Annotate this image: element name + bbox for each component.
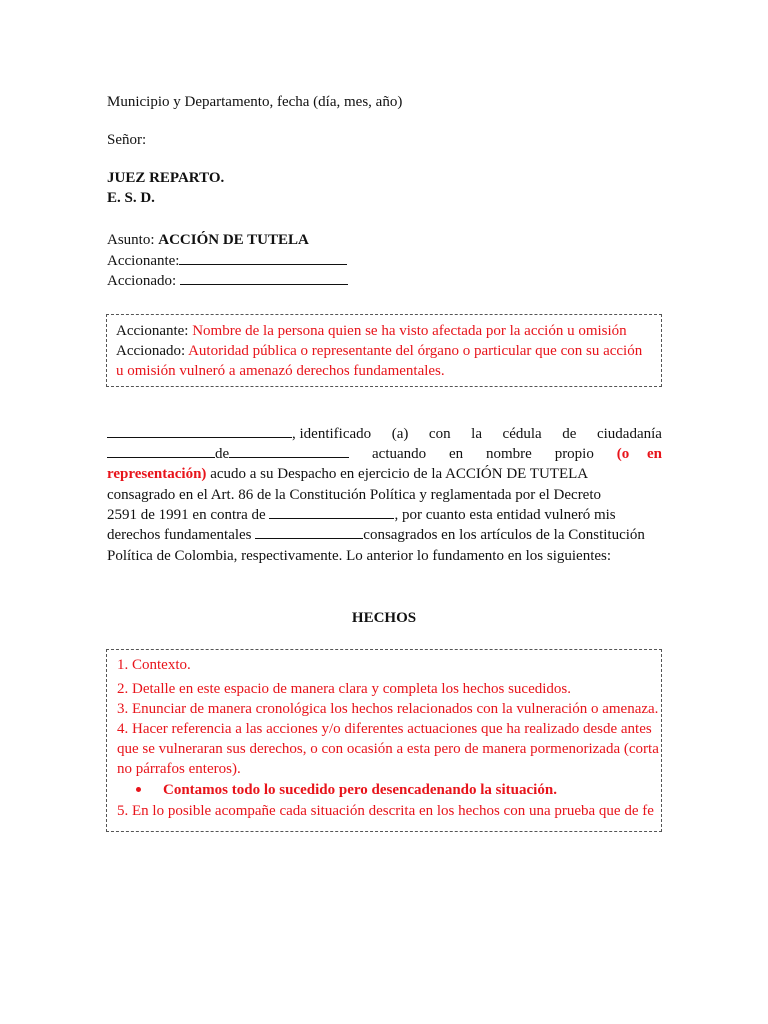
body-text: en [449,446,464,462]
addressee: JUEZ REPARTO. [107,170,225,186]
accionado-blank[interactable] [180,271,348,285]
subject-label: Asunto: [107,232,159,248]
hechos-item-2: 2. Detalle en este espacio de manera clara y completa los hechos sucedidos. [117,681,571,697]
accionante-line [107,251,347,271]
box-accionado-hint-cont: u omisión vulneró a amenazó derechos fundamentales. [116,363,445,379]
cedula-blank[interactable] [107,444,215,458]
accionado-label: Accionado: [107,273,180,289]
box-accionante-line [116,321,627,341]
body-text: acudo a su Despacho en ejercicio de la ACCIÓN DE TUTELA [206,466,589,482]
body-text: cédula [502,426,542,442]
accionante-label: Accionante: [107,253,180,269]
name-blank[interactable] [107,424,292,438]
body-text: 2591 de 1991 en contra de [107,507,270,523]
hechos-item-3: 3. Enunciar de manera cronológica los hechos relacionados con la vulneración o amenaza. [117,701,659,717]
hechos-item-5: 5. En lo posible acompañe cada situación descrita en los hechos con una prueba que de fe [117,803,654,819]
body-text: nombre [486,446,532,462]
body-text: la [471,426,482,442]
subject-value: ACCIÓN DE TUTELA [158,232,309,248]
body-text: , por cuanto esta entidad vulneró mis [394,507,616,523]
body-text: derechos fundamentales [107,527,256,543]
representation-note-cont: representación) [107,466,207,482]
body-line-1 [107,424,662,444]
box-accionante-label: Accionante: [116,323,193,339]
body-text: actuando [372,446,427,462]
esd-line: E. S. D. [107,190,155,206]
accionante-blank[interactable] [179,251,347,265]
hechos-bullet-text: Contamos todo lo sucedido pero desencadenando la situación. [163,782,557,798]
entity-blank[interactable] [269,505,394,519]
hechos-item-4-cont: no párrafos enteros). [117,761,241,777]
body-line-7: Política de Colombia, respectivamente. Lo anterior lo fundamento en los siguientes: [107,548,612,564]
box-accionado-line [116,341,642,361]
body-text: (a) [391,426,409,442]
body-text: , identificado [292,426,372,442]
bullet-icon [136,787,141,792]
hechos-item-4-cont: que se vulneraran sus derechos, o con ocasión a esta pero de manera pormenorizada (corta [117,741,659,757]
body-text: ciudadanía [596,426,662,442]
salutation: Señor: [107,132,147,148]
hechos-instructions-box [106,649,662,832]
box-accionado-label: Accionado: [116,343,189,359]
body-line-4: consagrado en el Art. 86 de la Constitución Política y reglamentada por el Decreto [107,487,602,503]
box-accionado-hint: Autoridad pública o representante del órgano o particular que con su acción [188,343,643,359]
hechos-item-4: 4. Hacer referencia a las acciones y/o diferentes actuaciones que ha realizado desde antes [117,721,652,737]
city-blank[interactable] [229,444,349,458]
place-date-line: Municipio y Departamento, fecha (día, mes, año) [107,94,403,110]
representation-note: (o en [616,446,662,462]
subject-line [107,230,309,250]
body-line-3 [107,464,588,484]
accionado-line [107,271,348,291]
body-line-5 [107,505,616,525]
body-line-2 [107,444,662,464]
body-line-6 [107,525,645,545]
body-text: propio [554,446,594,462]
hechos-heading: HECHOS [351,610,417,626]
rights-blank[interactable] [255,525,363,539]
body-text: consagrados en los artículos de la Constitución [363,527,645,543]
box-accionante-hint: Nombre de la persona quien se ha visto afectada por la acción u omisión [192,323,627,339]
body-text: con [428,426,451,442]
hechos-item-1: 1. Contexto. [117,657,191,673]
body-text: de [562,426,577,442]
body-text: de [215,446,230,462]
hechos-bullet [136,780,557,800]
party-instructions-box [106,314,662,387]
